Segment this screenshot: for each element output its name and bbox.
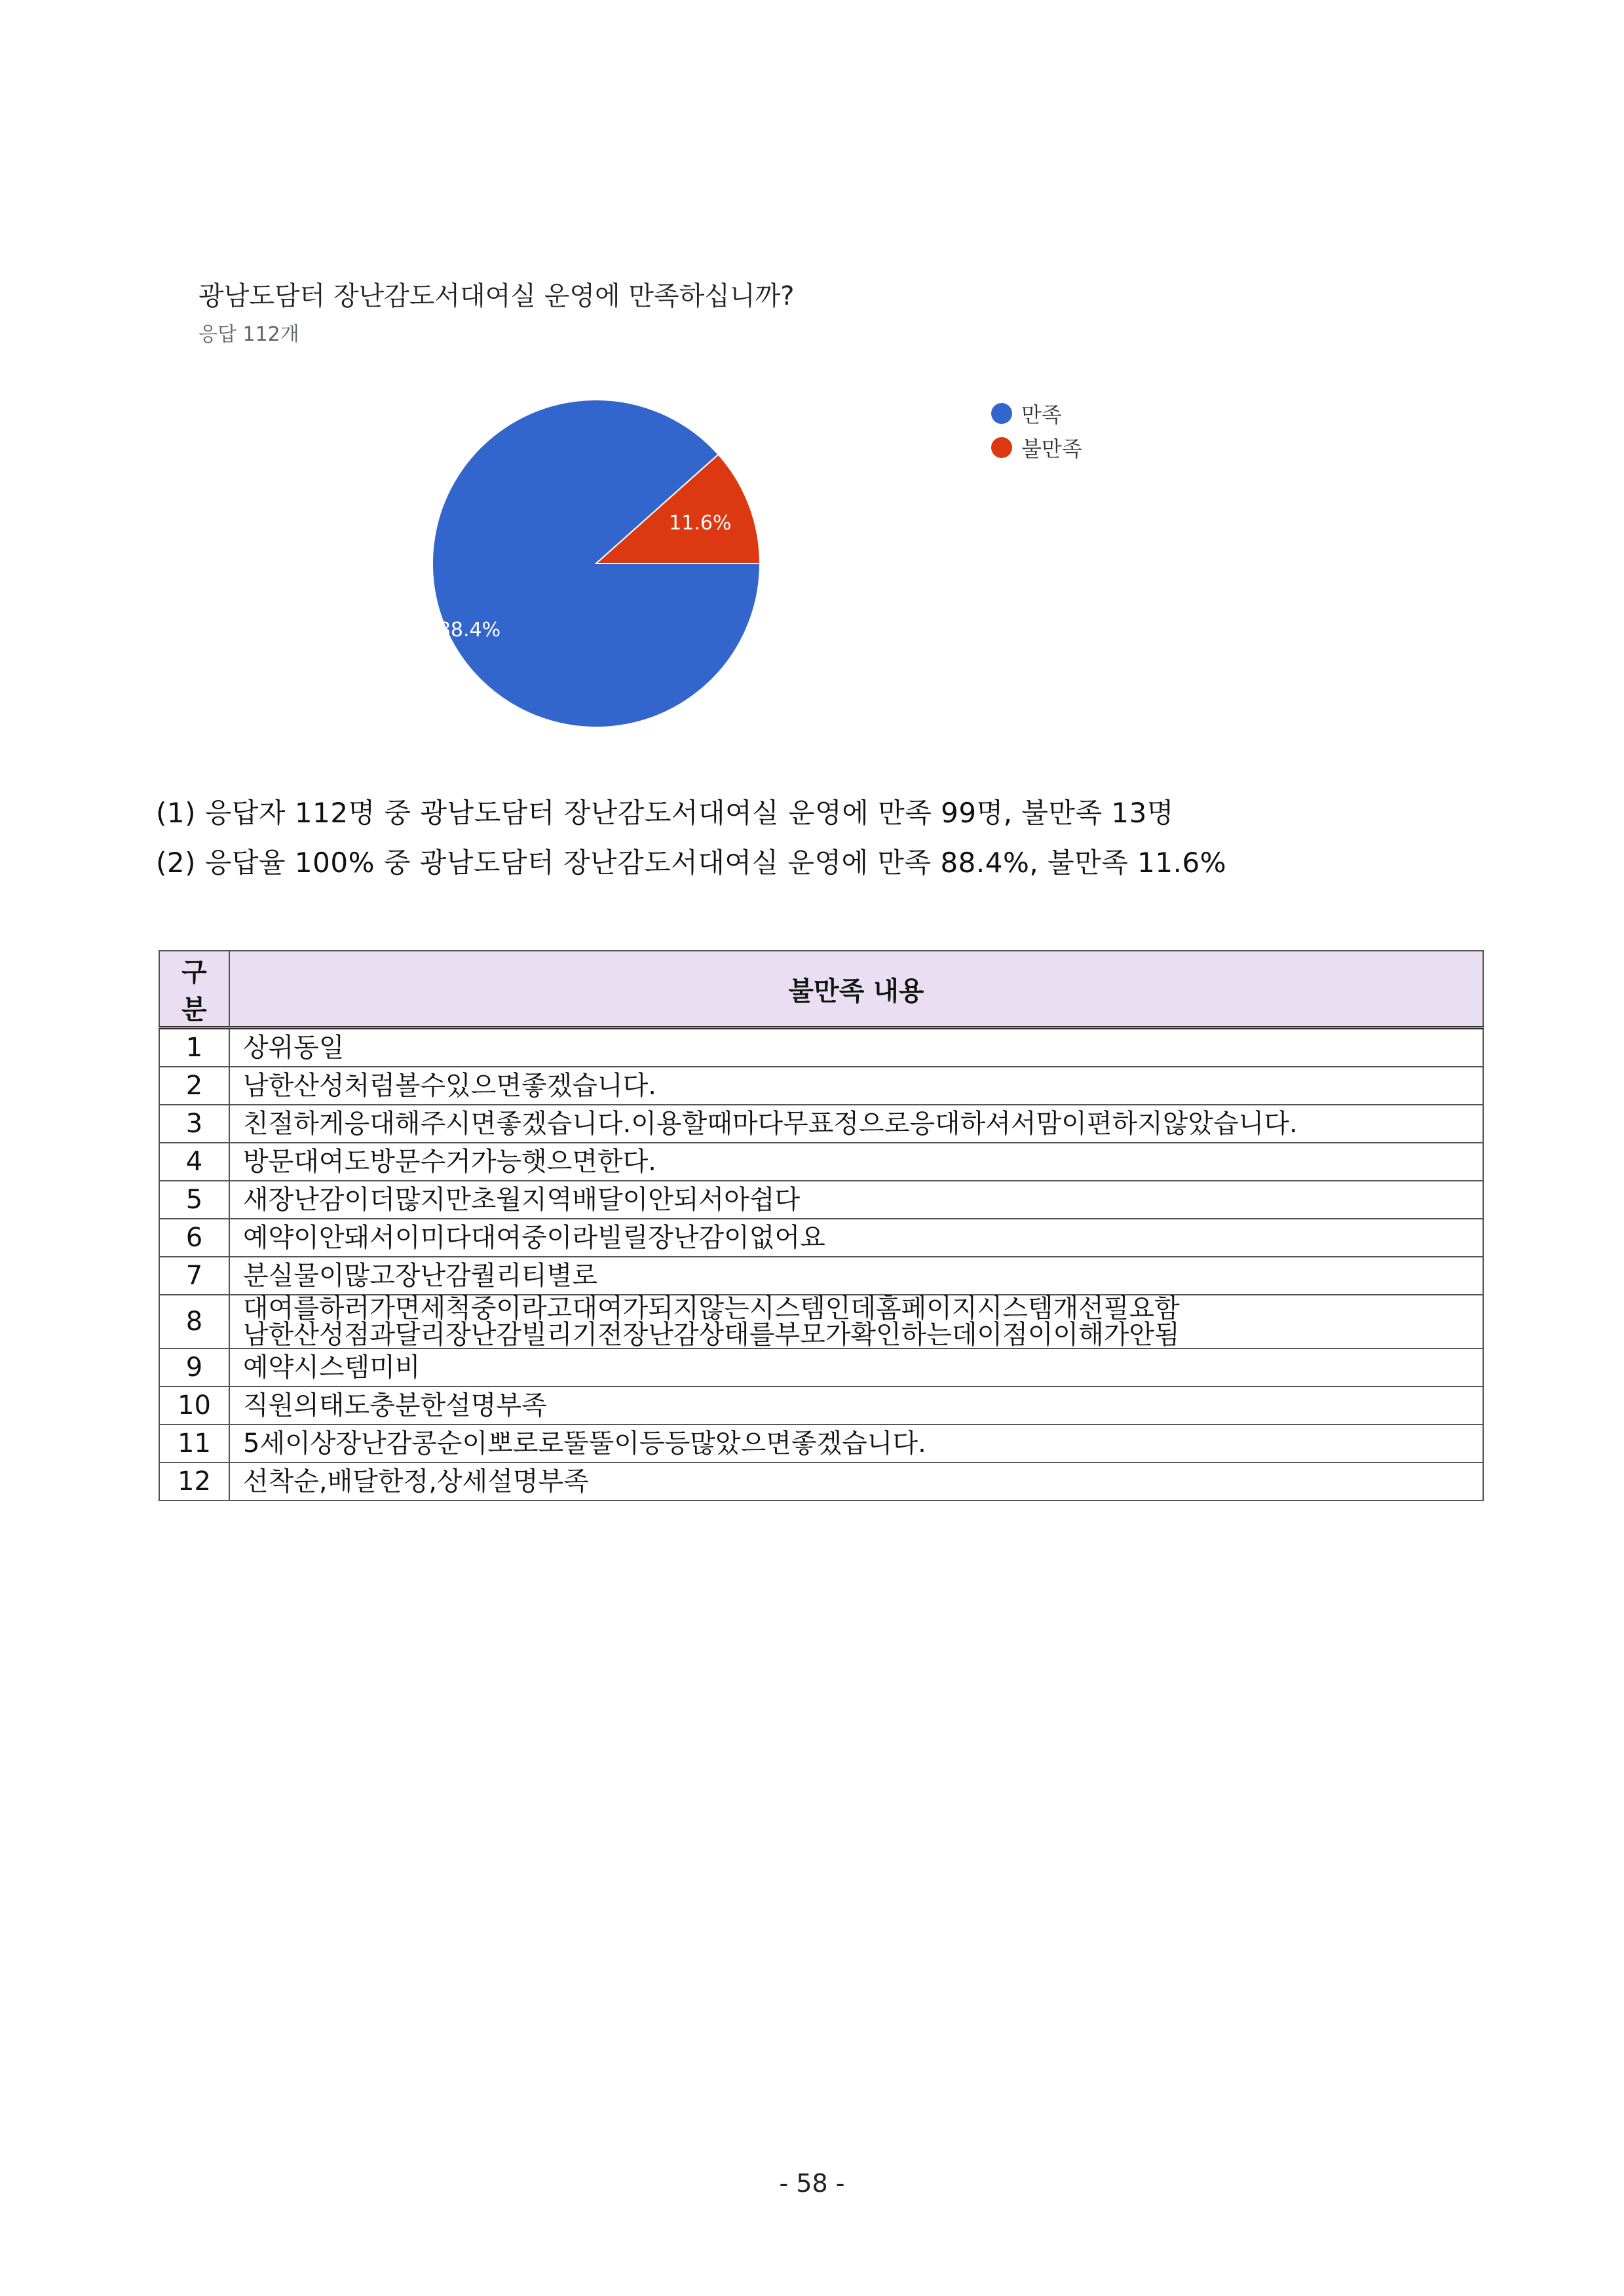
chart-title: 광남도담터 장난감도서대여실 운영에 만족하십니까?	[198, 281, 795, 311]
legend-item-satisfied	[991, 396, 1082, 430]
legend-swatch-satisfied	[991, 403, 1012, 424]
pie-label-dissatisfied: 11.6%	[669, 511, 732, 535]
dissatisfaction-table	[159, 950, 1484, 1501]
page-number: - 58 -	[779, 2169, 845, 2198]
row-text: 상위동일	[229, 1028, 1483, 1067]
pie-chart	[419, 387, 773, 740]
table-row	[159, 1387, 1483, 1425]
row-text: 친절하게응대해주시면좋겠습니다.이용할때마다무표정으로응대하셔서맘이편하지않았습니다.	[229, 1105, 1483, 1143]
row-number: 1	[159, 1028, 229, 1067]
response-count: 응답 112개	[198, 323, 299, 346]
row-text: 분실물이많고장난감퀄리티별로	[229, 1257, 1483, 1295]
summary-line-1: (1) 응답자 112명 중 광남도담터 장난감도서대여실 운영에 만족 99명, 불만족 13명	[156, 797, 1174, 829]
table-header-row	[159, 951, 1483, 1028]
table-row	[159, 1425, 1483, 1463]
legend-swatch-dissatisfied	[991, 437, 1012, 458]
table-row	[159, 1295, 1483, 1349]
row-text: 방문대여도방문수거가능햇으면한다.	[229, 1143, 1483, 1181]
row-number: 3	[159, 1105, 229, 1143]
row-number: 4	[159, 1143, 229, 1181]
header-content: 불만족 내용	[229, 951, 1483, 1028]
row-number: 5	[159, 1181, 229, 1219]
table-row	[159, 1143, 1483, 1181]
row-number: 9	[159, 1349, 229, 1387]
pie-label-satisfied: 88.4%	[438, 618, 501, 641]
legend-label-satisfied: 만족	[1021, 402, 1062, 427]
table-row	[159, 1105, 1483, 1143]
table-row	[159, 1257, 1483, 1295]
row-number: 6	[159, 1219, 229, 1257]
legend-label-dissatisfied: 불만족	[1021, 436, 1082, 461]
row-number: 2	[159, 1067, 229, 1105]
row-text: 직원의태도충분한설명부족	[229, 1387, 1483, 1425]
row-text-line-2: 남한산성점과달리장난감빌리기전장난감상태를부모가확인하는데이점이이해가안됨	[243, 1320, 1180, 1350]
chart-legend	[991, 396, 1082, 465]
table-row	[159, 1028, 1483, 1067]
row-text: 예약시스템미비	[229, 1349, 1483, 1387]
row-text-line-1: 대여를하러가면세척중이라고대여가되지않는시스템인데홈페이지시스템개선필요함	[243, 1293, 1180, 1324]
summary-line-2: (2) 응답율 100% 중 광남도담터 장난감도서대여실 운영에 만족 88.4%, 불만족 11.6%	[156, 847, 1227, 879]
row-text: 5세이상장난감콩순이뽀로로뚤뚤이등등많았으면좋겠습니다.	[229, 1425, 1483, 1463]
table-row	[159, 1349, 1483, 1387]
row-text: 예약이안돼서이미다대여중이라빌릴장난감이없어요	[229, 1219, 1483, 1257]
row-number: 7	[159, 1257, 229, 1295]
header-category: 구분	[159, 951, 229, 1028]
table-row	[159, 1219, 1483, 1257]
row-number: 12	[159, 1463, 229, 1501]
row-number: 11	[159, 1425, 229, 1463]
row-text: 선착순,배달한정,상세설명부족	[229, 1463, 1483, 1501]
row-number: 10	[159, 1387, 229, 1425]
row-text: 남한산성처럼볼수있으면좋겠습니다.	[229, 1067, 1483, 1105]
row-number: 8	[159, 1295, 229, 1349]
legend-item-dissatisfied	[991, 430, 1082, 465]
row-text: 새장난감이더많지만초월지역배달이안되서아쉽다	[229, 1181, 1483, 1219]
table-row	[159, 1067, 1483, 1105]
table-row	[159, 1181, 1483, 1219]
table-row	[159, 1463, 1483, 1501]
row-text	[229, 1295, 1483, 1349]
